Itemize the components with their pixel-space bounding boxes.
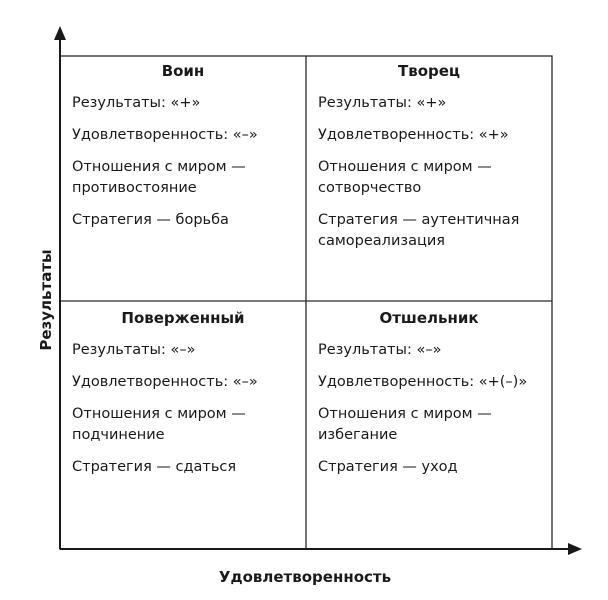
- relations-line: Отношения с миром — сотворчество: [318, 159, 492, 196]
- quadrant-warrior: [60, 62, 306, 242]
- results-line: Результаты: «–»: [318, 342, 442, 358]
- strategy-line: Стратегия — борьба: [72, 212, 229, 228]
- satisfaction-line: Удовлетворенность: «–»: [72, 374, 258, 390]
- satisfaction-line: Удовлетворенность: «–»: [72, 127, 258, 143]
- quadrant-title: Воин: [161, 62, 205, 80]
- y-axis-arrow-icon: [54, 26, 66, 40]
- strategy-line: Стратегия — аутентичная самореализация: [318, 212, 520, 249]
- strategy-line: Стратегия — уход: [318, 459, 458, 475]
- satisfaction-line: Удовлетворенность: «+»: [318, 127, 509, 143]
- quadrant-defeated: [60, 309, 306, 489]
- quadrant-title: Творец: [397, 62, 461, 80]
- quadrant-creator: [306, 62, 552, 263]
- x-axis-arrow-icon: [568, 543, 582, 555]
- relations-line: Отношения с миром — подчинение: [72, 406, 246, 443]
- quadrant-hermit: [306, 309, 552, 489]
- x-axis-label: Удовлетворенность: [218, 568, 392, 586]
- relations-line: Отношения с миром — противостояние: [72, 159, 246, 196]
- y-axis-label: Результаты: [37, 249, 55, 351]
- satisfaction-line: Удовлетворенность: «+(–)»: [318, 374, 528, 390]
- results-line: Результаты: «–»: [72, 342, 196, 358]
- quadrant-title: Поверженный: [121, 309, 245, 327]
- results-line: Результаты: «+»: [318, 95, 447, 111]
- results-line: Результаты: «+»: [72, 95, 201, 111]
- relations-line: Отношения с миром — избегание: [318, 406, 492, 443]
- strategy-line: Стратегия — сдаться: [72, 459, 237, 475]
- quadrant-title: Отшельник: [379, 309, 479, 327]
